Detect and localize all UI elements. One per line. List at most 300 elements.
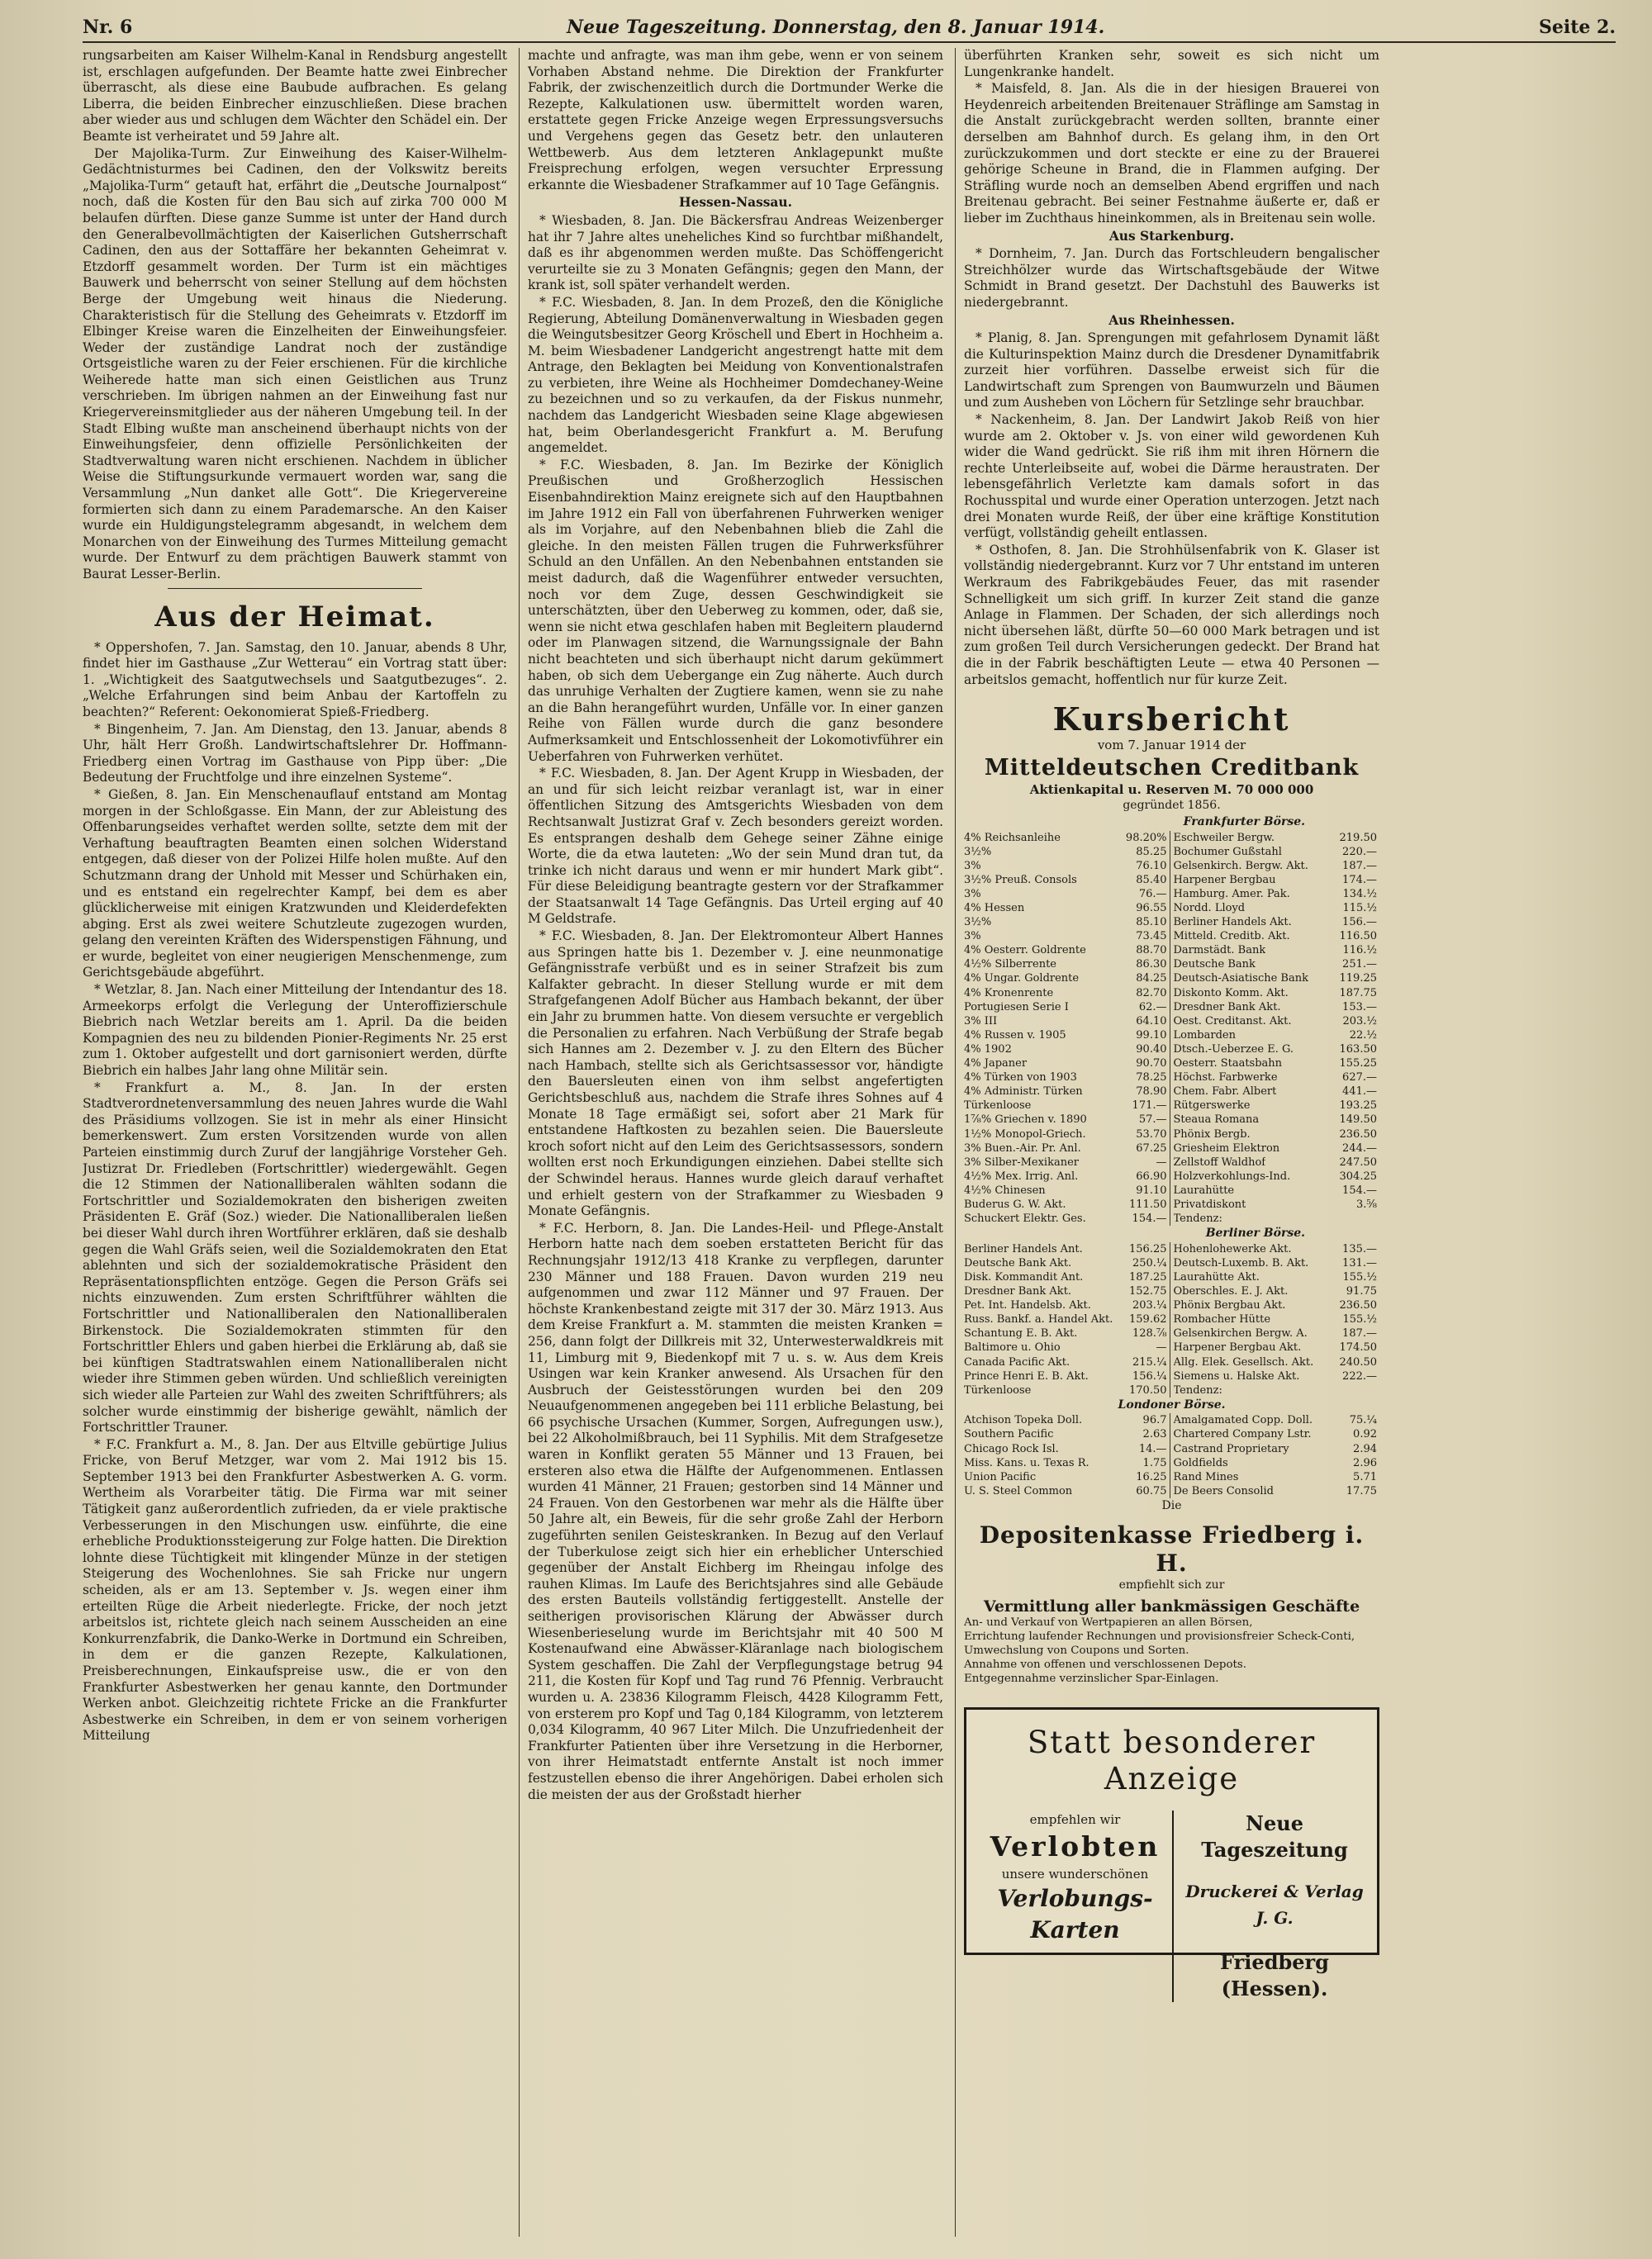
ad-body	[978, 1811, 1365, 2002]
quote-name: Gelsenkirchen Bergw. A.	[1173, 1327, 1308, 1341]
quote-row	[1174, 1028, 1378, 1042]
quote-name: 3% Silber-Mexikaner	[964, 1156, 1080, 1169]
quote-row	[1174, 915, 1378, 929]
quote-row	[1174, 845, 1378, 859]
quote-row	[964, 1456, 1167, 1470]
quote-value: 22.½	[1349, 1028, 1377, 1042]
quote-row	[1174, 1184, 1378, 1198]
divider	[168, 588, 422, 589]
quote-name: 3½%	[964, 916, 992, 929]
london-quotes	[964, 1413, 1379, 1498]
quote-name: Chartered Company Lstr.	[1173, 1428, 1312, 1441]
quote-row	[964, 1383, 1167, 1398]
bank-name: Mitteldeutschen Creditbank	[984, 754, 1360, 781]
quote-value: 247.50	[1339, 1156, 1377, 1169]
quote-value: 187.75	[1339, 986, 1377, 999]
article-herborn: * F.C. Herborn, 8. Jan. Die Landes-Heil- und Pflege-Anstalt Herborn hatte nach dem soeben erstatteten Bericht für das Rechnungsjahr 1912/13 418 Kranke zu verpflegen, darunter 230 Männer und 188 Frauen. Davon wurden 219 neu aufgenommen und zwar 112 Männer und 97 Frauen. Der höchste Krankenbestand zeigte mit 317 der 30. März 1913. Aus dem Kreise Frankfurt a. M. stammten die meisten Kranken = 256, dann folgt der Dillkreis mit 32, Unterwesterwaldkreis mit 11, Limburg mit 9, Biedenkopf mit 7 u. s. w. Aus dem Kreis Usingen war kein Kranker anwesend. Als Ursachen für den Ausbruch der Geistesstörungen wurden bei den 209 Neuaufgenommenen angegeben bei 111 erbliche Belastung, bei 66 psychische Ursachen (Kummer, Sorgen, Aufregungen usw.), bei 22 Alkoholmißbrauch, bei 11 Syphilis. Mit dem Strafgesetze waren in Konflikt geraten 55 Männer und 13 Frauen, bei ersteren also etwa die Hälfte der Aufgenommenen. Entlassen wurden 41 Männer, 21 Frauen; gestorben sind 14 Männer und 24 Frauen. Von den Gestorbenen war mehr als die Hälfte über 50 Jahre alt, ein Beweis, für die sehr große Zahl der Herborn zugeführten senilen Geisteskranken. In Bezug auf den Verlauf der Tuberkulose zeigt sich hier ein erheblicher Unterschied gegenüber der Anstalt Eichberg im Rheingau infolge des rauhen Klimas. Im Laufe des Berichtsjahres sind alle Gebäude des ersten Bauteils vollständig fertiggestellt. Anstelle der seitherigen provisorischen Klärung der Abwässer durch Wiesenberieselung wurde im Berichtsjahr mit 40 500 M Kostenaufwand eine Abwässer-Kläranlage nach biologischem System geschaffen. Die Zahl der Verpflegungstage betrug 94 211, die Kosten für Kopf und Tag rund 76 Pfennig. Verbraucht wurden u. A. 23836 Kilogramm Fleisch, 4428 Kilogramm Fett, von ersterem pro Kopf und Tag 0,184 Kilogramm, von letzterem 0,034 Kilogramm, 40 967 Liter Milch. Die Unzufriedenheit der Frankfurter Patienten über ihre Versetzung in die Herborner, von ihrer Heimatstadt entfernte Anstalt ist noch immer festzustellen ebenso die ihrer Angehörigen. Dabei erholen sich die meisten der aus der Großstadt hierher	[528, 1220, 943, 1802]
quotes-left	[964, 1413, 1170, 1498]
article-wiesbaden-kind: * Wiesbaden, 8. Jan. Die Bäckersfrau Andreas Weizenberger hat ihr 7 Jahre altes uneheliches Kind so furchtbar mißhandelt, daß es ihr abgenommen werden mußte. Das Schöffengericht verurteilte sie zu 3 Monaten Gefängnis; gegen den Mann, der krank ist, soll später verhandelt werden.	[528, 212, 943, 293]
depositenkasse-name: Depositenkasse Friedberg i. H.	[979, 1521, 1365, 1577]
frankfurt-quotes	[964, 831, 1379, 1227]
quote-row	[964, 1070, 1167, 1084]
quote-name: Amalgamated Copp. Doll.	[1173, 1414, 1313, 1427]
quote-value: 64.10	[1136, 1014, 1167, 1027]
quote-name: Deutsche Bank	[1173, 958, 1256, 971]
article-wiesbaden-prozess: * F.C. Wiesbaden, 8. Jan. In dem Prozeß, den die Königliche Regierung, Abteilung Domänenverwaltung in Wiesbaden gegen die Weingutsbesitzer Georg Kröschell und Ebert in Hochheim a. M. beim Wiesbadener Landgericht angestrengt hatte mit dem Antrage, den Beklagten bei Meidung von Konventionalstrafen zu verbieten, ihre Weine als Hochheimer Domdechaney-Weine zu bezeichnen und so zu verkaufen, da der Fiskus nunmehr, nachdem das Landgericht Wiesbaden seine Klage abgewiesen hat, beim Oberlandesgericht Frankfurt a. M. Berufung angemeldet.	[528, 294, 943, 456]
quote-value: 222.—	[1342, 1369, 1377, 1383]
quote-row	[1174, 1442, 1378, 1456]
quote-row	[1174, 1484, 1378, 1498]
quote-row	[964, 873, 1167, 887]
quotes-right	[1174, 831, 1380, 1227]
quote-row	[1174, 859, 1378, 873]
quote-value: 154.—	[1132, 1213, 1167, 1226]
article-wetzlar: * Wetzlar, 8. Jan. Nach einer Mitteilung der Intendantur des 18. Armeekorps erfolgt die Verlegung der Unteroffizierschule Biebrich nach Wetzlar bereits am 1. April. Da die beiden Kompagnien des neu zu bildenden Pionier-Regiments Nr. 25 erst zum 1. Oktober aufgestellt und dort garnisoniert werden, dürfte Biebrich ein halbes Jahr lang ohne Militär sein.	[83, 982, 507, 1079]
quote-value: 76.—	[1138, 887, 1167, 900]
quote-value: 17.75	[1346, 1484, 1377, 1497]
quote-value: 85.25	[1136, 845, 1167, 858]
quote-value: 82.70	[1136, 986, 1167, 999]
issue-number: Nr. 6	[83, 17, 133, 38]
quote-value: 236.50	[1339, 1299, 1377, 1312]
quote-row	[964, 1413, 1167, 1427]
quote-row	[964, 1170, 1167, 1184]
quote-row	[1174, 1056, 1378, 1070]
paper-title-date: Neue Tageszeitung. Donnerstag, den 8. Januar 1914.	[566, 17, 1105, 38]
quote-name: Union Pacific	[964, 1470, 1037, 1483]
quote-row	[964, 1326, 1167, 1341]
quote-value: 67.25	[1136, 1141, 1167, 1155]
ad-line: empfehlen wir	[1029, 1812, 1121, 1828]
quotes-right	[1174, 1242, 1380, 1398]
quote-value: 131.—	[1342, 1256, 1377, 1270]
quote-value: 88.70	[1136, 944, 1167, 957]
quote-value: 163.50	[1339, 1042, 1377, 1056]
quote-value: 135.—	[1342, 1242, 1377, 1255]
quote-value: 85.40	[1136, 873, 1167, 886]
column-1	[83, 48, 507, 2237]
quote-name: Griesheim Elektron	[1173, 1141, 1280, 1155]
quote-value: 5.71	[1353, 1470, 1377, 1483]
quote-row	[1174, 1270, 1378, 1284]
quote-name: U. S. Steel Common	[964, 1484, 1073, 1497]
bank-capital: Aktienkapital u. Reserven M. 70 000 000	[1029, 781, 1314, 797]
quote-row	[964, 1028, 1167, 1042]
quote-row	[964, 1298, 1167, 1312]
quote-value: 149.50	[1339, 1113, 1377, 1127]
quote-row	[1174, 957, 1378, 971]
quote-row	[964, 1141, 1167, 1156]
quote-name: Phönix Bergb.	[1173, 1127, 1251, 1141]
quote-row	[964, 1042, 1167, 1056]
column-2	[519, 48, 943, 2237]
section-heading-heimat: Aus der Heimat.	[154, 600, 435, 634]
quote-row	[1174, 1000, 1378, 1014]
article-text: rungsarbeiten am Kaiser Wilhelm-Kanal in Rendsburg angestellt ist, erschlagen aufgefunden. Der Beamte hatte zwei Einbrecher überrascht, als diese eine Baubude aufbrachen. Es gelang Liberra, die beiden Einbrecher einzuschließen. Diese brachen aber wieder aus und schlugen dem Wächter den Schädel ein. Der Beamte ist verheiratet und 59 Jahre alt.	[83, 48, 507, 144]
quote-value: 98.20%	[1125, 831, 1167, 844]
quote-name: Deutsch-Luxemb. B. Akt.	[1173, 1256, 1309, 1270]
quote-name: Harpener Bergbau Akt.	[1173, 1341, 1302, 1355]
quote-value: 62.—	[1138, 1000, 1167, 1013]
page-number: Seite 2.	[1538, 17, 1616, 38]
quote-row	[1174, 831, 1378, 845]
quote-name: Deutsch-Asiatische Bank	[1173, 972, 1308, 985]
subsection-starkenburg: Aus Starkenburg.	[1108, 228, 1235, 244]
quote-value: 152.75	[1129, 1285, 1167, 1298]
quote-row	[964, 1341, 1167, 1355]
quote-name: 4% Japaner	[964, 1057, 1028, 1070]
quote-row	[964, 831, 1167, 845]
quote-name: Goldfields	[1173, 1456, 1228, 1469]
quote-row	[1174, 1312, 1378, 1326]
quote-row	[1174, 971, 1378, 985]
quote-row	[1174, 1099, 1378, 1113]
quote-name: Eschweiler Bergw.	[1173, 831, 1275, 844]
quote-row	[964, 957, 1167, 971]
kursbericht-title: Kursbericht	[1052, 700, 1291, 738]
quote-value: 153.—	[1342, 1000, 1377, 1013]
quote-name: 3%	[964, 859, 981, 872]
quote-value: 155.25	[1339, 1057, 1377, 1070]
quote-row	[1174, 929, 1378, 943]
quote-row	[964, 1470, 1167, 1484]
quote-row	[964, 887, 1167, 901]
quote-name: Rütgerswerke	[1173, 1099, 1251, 1113]
quote-name: Schantung E. B. Akt.	[964, 1327, 1078, 1341]
quote-row	[1174, 1113, 1378, 1127]
article-wiesbaden-krupp: * F.C. Wiesbaden, 8. Jan. Der Agent Krupp in Wiesbaden, der an und für sich leicht reizbar veranlagt ist, war in einer öffentlichen Sitzung des Amtsgerichts Wiesbaden von dem Rechtsanwalt Justizrat Graf v. Zech besonders gereizt worden. Es entsprangen deshalb dem Gehege seiner Zähne einige Worte, die da etwa lauteten: „Wo der sein Mund dran tut, da trinke ich nicht daraus und wenn er mir hundert Mark gibt“. Für diese Beleidigung beantragte gestern vor der Strafkammer der Staatsanwalt 14 Tage Gefängnis. Das Urteil erging auf 40 M Geldstrafe.	[528, 766, 943, 927]
quote-row	[1174, 1383, 1378, 1398]
quote-row	[1174, 1326, 1378, 1341]
quote-name: Rombacher Hütte	[1173, 1313, 1271, 1326]
quote-name: Bochumer Gußstahl	[1173, 845, 1282, 858]
quote-value: 128.⅞	[1132, 1327, 1167, 1341]
quote-name: Chem. Fabr. Albert	[1173, 1085, 1277, 1099]
quote-row	[1174, 873, 1378, 887]
quote-name: Allg. Elek. Gesellsch. Akt.	[1173, 1355, 1314, 1369]
quote-value: 155.½	[1342, 1270, 1377, 1284]
quote-row	[1174, 1284, 1378, 1298]
quote-name: 4% Russen v. 1905	[964, 1028, 1066, 1042]
quote-name: Atchison Topeka Doll.	[964, 1414, 1083, 1427]
quote-value: 3.⅝	[1355, 1198, 1377, 1211]
quote-name: 4% Administr. Türken	[964, 1085, 1083, 1099]
quote-row	[964, 1369, 1167, 1383]
quote-row	[1174, 1170, 1378, 1184]
quote-value: 251.—	[1342, 958, 1377, 971]
quote-row	[964, 1198, 1167, 1212]
service-line: Entgegennahme verzinslicher Spar-Einlagen.	[964, 1673, 1219, 1686]
quote-name: Berliner Handels Ant.	[964, 1242, 1083, 1255]
quote-value: 159.62	[1129, 1313, 1167, 1326]
quote-value: —	[1156, 1341, 1167, 1355]
quote-value: 250.¼	[1132, 1256, 1167, 1270]
quote-value: 0.92	[1353, 1428, 1377, 1441]
quote-value: 73.45	[1136, 930, 1167, 943]
quote-value: 203.¼	[1132, 1299, 1167, 1312]
quote-value: 174.—	[1342, 873, 1377, 886]
quote-row	[1174, 1127, 1378, 1141]
quote-name: Oest. Creditanst. Akt.	[1173, 1014, 1292, 1027]
ad-location: Friedberg (Hessen).	[1220, 1950, 1329, 2001]
quote-row	[964, 1256, 1167, 1270]
kursbericht-date: vom 7. Januar 1914 der	[1097, 738, 1246, 753]
quote-row	[1174, 1198, 1378, 1212]
quote-name: Zellstoff Waldhof	[1173, 1156, 1266, 1169]
quote-value: 53.70	[1136, 1127, 1167, 1141]
quote-value: 627.—	[1342, 1071, 1377, 1084]
quote-name: 4½% Silberrente	[964, 958, 1057, 971]
quote-name: Phönix Bergbau Akt.	[1173, 1299, 1286, 1312]
quote-name: Hamburg. Amer. Pak.	[1173, 887, 1290, 900]
quote-row	[964, 1484, 1167, 1498]
die-label: Die	[1161, 1498, 1182, 1512]
quote-row	[964, 1156, 1167, 1170]
quote-row	[964, 943, 1167, 957]
quote-value: 60.75	[1136, 1484, 1167, 1497]
quote-name: Laurahütte Akt.	[1173, 1270, 1260, 1284]
quote-value: 220.—	[1342, 845, 1377, 858]
quote-name: Southern Pacific	[964, 1428, 1054, 1441]
quote-row	[1174, 1084, 1378, 1099]
quote-name: Tendenz:	[1173, 1213, 1222, 1226]
quote-value: 116.½	[1342, 944, 1377, 957]
quote-name: Deutsche Bank Akt.	[964, 1256, 1072, 1270]
quote-name: 3%	[964, 930, 981, 943]
quote-row	[964, 1127, 1167, 1141]
article-wiesbaden-bahn: * F.C. Wiesbaden, 8. Jan. Im Bezirke der Königlich Preußischen und Großherzoglich Hessischen Eisenbahndirektion Mainz ereignete sich auf den Hauptbahnen im Jahre 1912 ein Fall von überfahrenen Fuhrwerken weniger als im Vorjahre, auf den Nebenbahnen blieb die Zahl die gleiche. In den meisten Fällen trugen die Fuhrwerksführer Schuld an den Unfällen. An den Nebenbahnen entstanden sie meist dadurch, daß die Wagenführer entweder versuchten, noch vor dem Zuge, dessen Geschwindigkeit sie unterschätzten, über den Ueberweg zu kommen, oder, daß sie, wenn sie nicht etwa geschlafen haben mit Begleitern plaudernd oder im Planwagen sitzend, die Warnungssignale der Bahn nicht beachteten und sich überhaupt nicht darum gekümmert haben, ob sich dem Uebergange ein Zug näherte. Auch durch das unruhige Verhalten der Zugtiere kamen, wenn sie zu nahe an die Bahn herangeführt wurden, Unfälle vor. In einer ganzen Reihe von Fällen wurde durch die ganz besondere Aufmerksamkeit und Entschlossenheit der Lokomotivführer ein Ueberfahren von Fuhrwerken verhütet.	[528, 457, 943, 764]
quote-value: 236.50	[1339, 1127, 1377, 1141]
quote-name: Canada Pacific Akt.	[964, 1355, 1070, 1369]
article-majolika-turm: Der Majolika-Turm. Zur Einweihung des Kaiser-Wilhelm-Gedächtnisturmes bei Cadinen, den der Volkswitz bereits „Majolika-Turm“ getauft hat, erfährt die „Deutsche Journalpost“ noch, daß die Kosten für den Bau sich auf zirka 700 000 M belaufen dürften. Diese ganze Summe ist unter der Hand durch den Generalbevollmächtigten der Kaiserlichen Gutsherrschaft Cadinen, den aus der Sottaffäre her bekannten Geheimrat v. Etzdorff gesammelt worden. Der Turm ist ein mächtiges Bauwerk und beherrscht von seiner Stellung auf dem höchsten Berge der Umgebung weit hinaus die Niederung. Charakteristisch für die Stellung des Geheimrats v. Etzdorff im Elbinger Kreise waren die Einzelheiten der Einweihungsfeier. Weder der zuständige Landrat noch der zuständige Ortsgeistliche waren zu der Feier erschienen. Für die kirchliche Weiherede hatte man sich einen Geistlichen aus Trunz verschrieben. Im übrigen nahmen an der Einweihung fast nur Kriegervereinsmitglieder aus der näheren Umgebung teil. In der Stadt Elbing wußte man anscheinend überhaupt nichts von der Einweihungsfeier, denn offizielle Persönlichkeiten der Stadtverwaltung waren nicht erschienen. Nachdem in üblicher Weise die Stiftungsurkunde vermauert worden war, sang die Versammlung „Nun danket alle Gott“. Die Kriegervereine formierten sich dann zu einem Parademarsche. An den Kaiser wurde ein Huldigungstelegramm abgesandt, in welchem dem Monarchen von der Einweihung des Turmes Mitteilung gemacht wurde. Der Entwurf zu dem prächtigen Bauwerk stammt von Baurat Lesser-Berlin.	[83, 145, 507, 581]
quote-value: 244.—	[1342, 1141, 1377, 1155]
quote-name: Disk. Kommandit Ant.	[964, 1270, 1084, 1284]
quote-value: 171.—	[1132, 1099, 1167, 1113]
quote-row	[964, 1056, 1167, 1070]
quote-value: 99.10	[1136, 1028, 1167, 1042]
quote-value: 203.½	[1342, 1014, 1377, 1027]
quote-value: 84.25	[1136, 972, 1167, 985]
quote-value: 78.90	[1136, 1085, 1167, 1099]
ad-publisher: Neue Tageszeitung	[1201, 1811, 1348, 1863]
quote-value: 66.90	[1136, 1170, 1167, 1183]
quote-row	[1174, 1242, 1378, 1256]
quote-value: 116.50	[1339, 930, 1377, 943]
advertisement-verlobungskarten	[964, 1707, 1379, 2001]
quote-row	[1174, 1212, 1378, 1226]
quote-value: 2.94	[1353, 1442, 1377, 1455]
quote-value: 91.10	[1136, 1184, 1167, 1197]
quote-name: Buderus G. W. Akt.	[964, 1198, 1066, 1211]
quote-name: Russ. Bankf. a. Handel Akt.	[964, 1313, 1113, 1326]
quote-row	[1174, 1070, 1378, 1084]
quote-value: 90.40	[1136, 1042, 1167, 1056]
quote-value: 174.50	[1339, 1341, 1377, 1355]
quote-value: 96.55	[1136, 902, 1167, 914]
quote-name: Lombarden	[1173, 1028, 1236, 1042]
quote-row	[964, 1113, 1167, 1127]
quote-name: Siemens u. Halske Akt.	[1173, 1369, 1300, 1383]
article-giessen: * Gießen, 8. Jan. Ein Menschenauflauf entstand am Montag morgen in der Schloßgasse. Ein Mann, der zur Ableistung des Offenbarungseides verhaftet werden sollte, setzte dem mit der Verhaftung beauftragten Beamten einen solchen Widerstand entgegen, daß dieser von der Polizei Hilfe holen mußte. Auf den Schutzmann drang der Unhold mit Messer und Schürhaken ein, und es entstand ein regelrechter Kampf, bei dem es aber glücklicherweise mit einigen Kratzwunden und Kleiderdefekten abging. Erst als zwei weitere Schutzleute zugezogen wurden, gelang den vereinten Kräften des Widerspenstigen Fähnung, und er wurde, begleitet von einer neugierigen Menschenmenge, zum Gerichtsgebäude abgeführt.	[83, 786, 507, 980]
quote-row	[964, 971, 1167, 985]
column-3	[955, 48, 1379, 2237]
quote-row	[964, 845, 1167, 859]
quote-name: Chicago Rock Isl.	[964, 1442, 1059, 1455]
article-frankfurt-fricke: * F.C. Frankfurt a. M., 8. Jan. Der aus Eltville gebürtige Julius Fricke, von Beruf Metzger, war vom 2. Mai 1912 bis 15. September 1913 bei den Frankfurter Asbestwerken A. G. vorm. Wertheim als Vorarbeiter tätig. Die Firma war mit seiner Tätigkeit ganz außerordentlich zufrieden, da er viele praktische Verbesserungen in den Mischungen usw. einführte, die eine erhebliche Produktionssteigerung zur Folge hatten. Die Direktion lohnte diese Tüchtigkeit mit klingender Münze in der stetigen Steigerung des Wochenlohnes. Sie sah Fricke nur ungern scheiden, als er am 13. September v. Js. wegen einer ihm erteilten Rüge die Arbeit niederlegte. Fricke, der noch jetzt arbeitslos ist, richtete gleich nach seinem Ausscheiden an eine Konkurrenzfabrik, die Danko-Werke in Dortmund ein Schreiben, in dem er die ganzen Rezepte, Kalkulationen, Preisberechnungen, Einkaufspreise usw., die er von den Frankfurter Asbestwerken her genau kannte, den Dortmunder Werken anbot. Gleichzeitig richtete Fricke an die Frankfurter Asbestwerke ein Schreiben, in dem er von seinem vorherigen Mitteilung	[83, 1436, 507, 1744]
article-bingenheim: * Bingenheim, 7. Jan. Am Dienstag, den 13. Januar, abends 8 Uhr, hält Herr Großh. Landwirtschaftslehrer Dr. Hoffmann-Friedberg einen Vortrag im Gasthause von Pipp über: „Die Bedeutung der Fruchtfolge und ihre einzelnen Systeme“.	[83, 721, 507, 785]
quote-value: 119.25	[1339, 972, 1377, 985]
quote-row	[1174, 1141, 1378, 1156]
quote-row	[964, 1427, 1167, 1441]
quote-value: 170.50	[1129, 1383, 1167, 1397]
quote-name: 4% Ungar. Goldrente	[964, 972, 1080, 985]
quote-value: 2.63	[1142, 1428, 1167, 1441]
columns	[83, 48, 1616, 2237]
quote-row	[964, 901, 1167, 915]
quote-value: 85.10	[1136, 916, 1167, 929]
article-text: überführten Kranken sehr, soweit es sich nicht um Lungenkranke handelt.	[964, 48, 1379, 79]
quote-value: 156.¼	[1132, 1369, 1167, 1383]
service-list	[964, 1616, 1379, 1686]
quote-name: Harpener Bergbau	[1173, 873, 1276, 886]
quote-row	[1174, 1369, 1378, 1383]
quote-row	[1174, 1042, 1378, 1056]
quote-name: Türkenloose	[964, 1099, 1032, 1113]
article-text: machte und anfragte, was man ihm gebe, wenn er von seinem Vorhaben Abstand nehme. Die Direktion der Frankfurter Fabrik, der zwischenzeitlich durch die Dortmunder Werke die Rezepte, Kalkulationen usw. übermittelt worden waren, erstattete gegen Fricke Anzeige wegen Erpressungsversuchs und Vergehens gegen das Gesetz betr. den unlauteren Wettbewerb. Aus dem letzteren Anklagepunkt mußte Freisprechung erfolgen, wegen versuchter Erpressung erkannte die Wiesbadener Strafkammer auf 10 Tage Gefängnis.	[528, 48, 943, 192]
quote-value: 193.25	[1339, 1099, 1377, 1113]
quote-name: Berliner Handels Akt.	[1173, 916, 1292, 929]
quote-value: 90.70	[1136, 1057, 1167, 1070]
section-frankfurter-boerse: Frankfurter Börse.	[1183, 814, 1305, 828]
quote-row	[1174, 1156, 1378, 1170]
quote-name: Laurahütte	[1173, 1184, 1235, 1197]
ad-right	[1172, 1811, 1365, 2002]
quote-row	[1174, 1427, 1378, 1441]
article-maisfeld: * Maisfeld, 8. Jan. Als die in der hiesigen Brauerei von Heydenreich arbeitenden Breitenauer Sträflinge am Samstag in die Anstalt zurückgebracht werden sollten, brannte einer derselben am Bahnhof durch. Es gelang ihm, in den Ort zurückzukommen und dort steckte er eine zu der Brauerei gehörige Scheune in Brand, die in Flammen aufging. Der Sträfling wurde noch an demselben Abend ergriffen und nach Breitenau gebracht. Bei seiner Festnahme äußerte er, daß er lieber im Zuchthaus hineinkommen, als in Breitenau sein wolle.	[964, 81, 1379, 225]
quote-name: Holzverkohlungs-Ind.	[1173, 1170, 1291, 1183]
article-wiesbaden-hannes: * F.C. Wiesbaden, 8. Jan. Der Elektromonteur Albert Hannes aus Springen hatte bis 1. Dezember v. J. eine neunmonatige Gefängnisstrafe verbüßt und es in seiner Strafzeit bis zum Kalfakter gebracht. In dieser Stellung wurde er mit dem Strafgefangenen Adolf Bücher aus Hambach bekannt, der über ein Jahr zu brummen hatte. Von diesem versuchte er vergeblich die Personalien zu erfahren. Nach Verbüßung der Strafe begab sich Hannes am 2. Dezember v. J. zu den Eltern des Bücher nach Hambach, stellte sich als Gerichtsassessor vor, händigte den Bauersleuten einen von ihm selbst angefertigten Gerichtsbeschluß aus, nachdem die Strafe ihres Sohnes auf 4 Monate 18 Tage ermäßigt sei, sofort aber 21 Mark für entstandene Haftkosten zu bezahlen seien. Die Bauersleute kroch sofort nicht auf den Leim des Gerichtsassessors, sondern wollten erst noch Erkundigungen einziehen. Dabei stellte sich der Schwindel heraus. Hannes wurde gleich darauf verhaftet und erhielt gestern von der Strafkammer zu Wiesbaden 9 Monate Gefängnis.	[528, 928, 943, 1219]
quote-row	[1174, 1470, 1378, 1484]
quote-name: Mitteld. Creditb. Akt.	[1173, 930, 1290, 943]
quote-name: Dresdner Bank Akt.	[964, 1285, 1072, 1298]
quote-value: 2.96	[1353, 1456, 1377, 1469]
quotes-left	[964, 1242, 1170, 1398]
quote-name: Privatdiskont	[1173, 1198, 1246, 1211]
quote-value: 240.50	[1339, 1355, 1377, 1369]
depositenkasse-sub: empfiehlt sich zur	[1118, 1578, 1225, 1592]
quote-row	[1174, 901, 1378, 915]
quotes-right	[1174, 1413, 1380, 1498]
quote-name: 4% Reichsanleihe	[964, 831, 1061, 844]
quote-value: 219.50	[1339, 831, 1377, 844]
quote-name: 4% 1902	[964, 1042, 1012, 1056]
quote-name: Baltimore u. Ohio	[964, 1341, 1061, 1355]
subsection-hessen-nassau: Hessen-Nassau.	[679, 195, 792, 211]
quote-value: 75.¼	[1349, 1414, 1377, 1427]
service-line: Errichtung laufender Rechnungen und provisionsfreier Scheck-Conti,	[964, 1630, 1355, 1644]
quote-value: 156.25	[1129, 1242, 1167, 1255]
quote-value: 187.—	[1342, 1327, 1377, 1341]
quote-value: 1.75	[1142, 1456, 1167, 1469]
quote-name: 3%	[964, 887, 981, 900]
quote-row	[1174, 1456, 1378, 1470]
quote-name: 4% Türken von 1903	[964, 1071, 1077, 1084]
quote-name: 3½%	[964, 845, 992, 858]
quote-name: 3% III	[964, 1014, 998, 1027]
ad-title: Statt besonderer Anzeige	[1027, 1725, 1317, 1797]
quote-name: Darmstädt. Bank	[1173, 944, 1266, 957]
quote-name: Schuckert Elektr. Ges.	[964, 1213, 1086, 1226]
quote-row	[1174, 1413, 1378, 1427]
quote-row	[964, 929, 1167, 943]
quote-value: 78.25	[1136, 1071, 1167, 1084]
quote-name: Oberschles. E. J. Akt.	[1173, 1285, 1289, 1298]
quote-name: 4½% Mex. Irrig. Anl.	[964, 1170, 1079, 1183]
quote-value: 215.¼	[1132, 1355, 1167, 1369]
article-osthofen: * Osthofen, 8. Jan. Die Strohhülsenfabrik von K. Glaser ist vollständig niedergebrannt. Kurz vor 7 Uhr entstand im unteren Werkraum des Fabrikgebäudes Feuer, das mit rasender Schnelligkeit um sich griff. In kurzer Zeit stand die ganze Anlage in Flammen. Der Schaden, der sich allerdings noch nicht übersehen läßt, dürfte 50—60 000 Mark betragen und ist zum großen Teil durch Versicherungen gedeckt. Der Brand hat die in der Fabrik beschäftigten Leute — etwa 40 Personen — arbeitslos gemacht, hoffentlich nur für kurze Zeit.	[964, 542, 1379, 687]
quote-name: De Beers Consolid	[1173, 1484, 1274, 1497]
quote-name: Hohenlohewerke Akt.	[1173, 1242, 1292, 1255]
quote-value: 156.—	[1342, 916, 1377, 929]
quote-name: Prince Henri E. B. Akt.	[964, 1369, 1089, 1383]
ad-left	[978, 1811, 1172, 2002]
quote-value: 86.30	[1136, 958, 1167, 971]
berlin-quotes	[964, 1242, 1379, 1398]
quote-name: Pet. Int. Handelsb. Akt.	[964, 1299, 1091, 1312]
quote-value: 14.—	[1138, 1442, 1167, 1455]
quote-value: 115.½	[1342, 902, 1377, 914]
ad-printer: Druckerei & Verlag J. G.	[1185, 1882, 1364, 1929]
quote-row	[964, 1355, 1167, 1369]
quote-row	[1174, 1341, 1378, 1355]
quote-value: 441.—	[1342, 1085, 1377, 1099]
quote-name: 3½% Preuß. Consols	[964, 873, 1077, 886]
quote-value: 16.25	[1136, 1470, 1167, 1483]
quote-name: 4% Hessen	[964, 902, 1025, 914]
ad-line: Verlobungs-Karten	[997, 1885, 1153, 1944]
quote-row	[964, 1084, 1167, 1099]
quote-name: Höchst. Farbwerke	[1173, 1071, 1278, 1084]
quote-row	[964, 986, 1167, 1000]
quote-row	[964, 915, 1167, 929]
article-frankfurt-wahl: * Frankfurt a. M., 8. Jan. In der ersten Stadtverordnetenversammlung des neuen Jahres wurde die Wahl des Präsidiums vollzogen. Sie ist in mehr als einer Hinsicht bemerkenswert. Zum ersten Vorsitzenden wurde von allen Parteien einstimmig durch Zuruf der langjährige Vorsteher Geh. Justizrat Dr. Friedleben (Fortschrittler) wiedergewählt. Gegen die 12 Stimmen der Nationalliberalen wählten sodann die Fortschrittler und Sozialdemokraten den bisherigen zweiten Präsidenten E. Gräf (Soz.) wieder. Die Nationalliberalen ließen bei dieser Wahl durch ihren Wortführer erklären, daß sie deshalb gegen die Wahl Gräfs seien, weil die Sozialdemokraten den Etat ablehnten und sich der sozialdemokratische Präsident den Repräsentationspflichten entzöge. Gegen die Person Gräfs sei nichts einzuwenden. Zum ersten Schriftführer wählten die Fortschrittler und Nationalliberalen den Nationalliberalen Birkenstock. Die Sozialdemokraten stimmten für den Fortschrittler Ehlers und gaben hierbei die Erklärung ab, daß sie bei künftigen Stadtratswahlen einem Nationalliberalen nicht wieder ihre Stimmen geben würden. Und schließlich vereinigten sich wieder alle Parteien zur Wahl des zweiten Schriftführers; als solcher wurde einstimmig der bisherige gewählt, nämlich der Fortschrittler Trauner.	[83, 1080, 507, 1436]
quote-row	[1174, 887, 1378, 901]
ad-line: Verlobten	[990, 1830, 1161, 1863]
quote-row	[964, 1184, 1167, 1198]
article-dornheim: * Dornheim, 7. Jan. Durch das Fortschleudern bengalischer Streichhölzer wurde das Wirtschaftsgebäude der Witwe Schmidt in Brand gesetzt. Der Dachstuhl des Bauwerks ist niedergebrannt.	[964, 246, 1379, 310]
quote-row	[964, 1099, 1167, 1113]
section-londoner-boerse: Londoner Börse.	[1118, 1398, 1226, 1412]
quote-row	[964, 1014, 1167, 1028]
quote-value: 96.7	[1142, 1414, 1167, 1427]
masthead	[83, 17, 1616, 43]
quote-value: 111.50	[1129, 1198, 1167, 1211]
quote-name: Castrand Proprietary	[1173, 1442, 1289, 1455]
quote-row	[1174, 986, 1378, 1000]
quote-value: 134.½	[1342, 887, 1377, 900]
quote-name: Türkenloose	[964, 1383, 1032, 1397]
quote-row	[1174, 943, 1378, 957]
quotes-left	[964, 831, 1170, 1227]
quote-name: Rand Mines	[1173, 1470, 1239, 1483]
section-berliner-boerse: Berliner Börse.	[1205, 1227, 1305, 1241]
quote-value: 155.½	[1342, 1313, 1377, 1326]
quote-value: 304.25	[1339, 1170, 1377, 1183]
vermittlung-heading: Vermittlung aller bankmässigen Geschäfte	[983, 1597, 1360, 1616]
quote-name: 1½% Monopol-Griech.	[964, 1127, 1086, 1141]
service-line: Umwechslung von Coupons und Sorten.	[964, 1644, 1189, 1658]
quote-value: 76.10	[1136, 859, 1167, 872]
